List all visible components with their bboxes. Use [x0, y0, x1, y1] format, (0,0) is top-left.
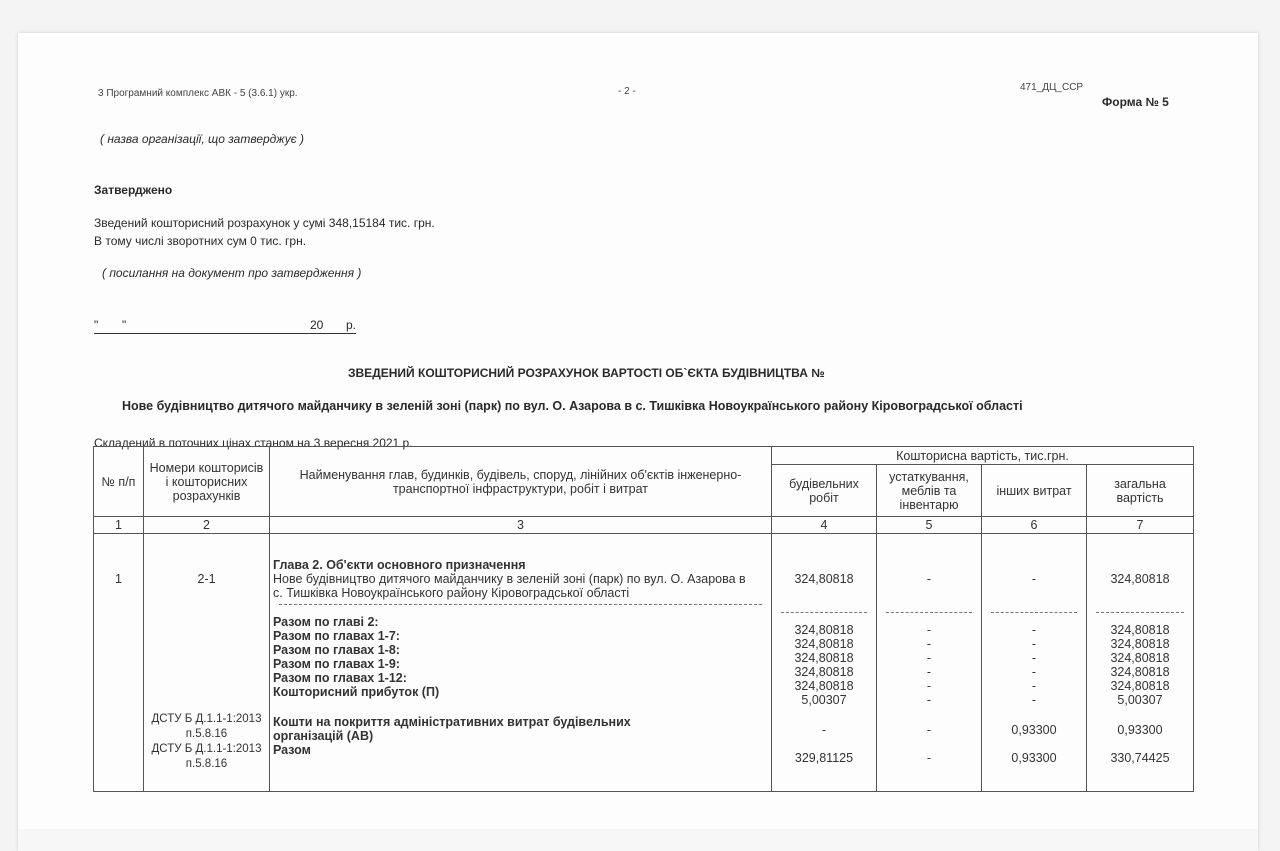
profit-other: - [1031, 693, 1037, 707]
admin-label: Кошти на покриття адміністративних витрат будівельних організацій (АВ) [273, 715, 631, 743]
construction-values [772, 534, 877, 792]
chapter-construction: 324,80818 [794, 572, 854, 586]
chapter-code: 2-1 [197, 572, 216, 586]
approved-sum: Зведений кошторисний розрахунок у сумі 348,15184 тис. грн. [94, 216, 435, 230]
date-quote-open: " [94, 318, 99, 332]
other-values [982, 534, 1087, 792]
separator [1096, 612, 1184, 613]
total-label-3: Разом по главах 1-8: [273, 643, 400, 657]
total-equipment-4: - [926, 665, 932, 679]
sum-total: 330,74425 [1110, 751, 1170, 765]
total-total-5: 324,80818 [1110, 679, 1170, 693]
total-label-4: Разом по главах 1-9: [273, 657, 400, 671]
document-reference-note: ( посилання на документ про затвердження ) [102, 266, 362, 280]
admin-code: ДСТУ Б Д.1.1-1:2013 п.5.8.16 [151, 743, 262, 770]
header-other: інших витрат [982, 465, 1087, 517]
total-construction-3: 324,80818 [794, 651, 854, 665]
row-number-cell [94, 534, 144, 792]
profit-equipment: - [926, 693, 932, 707]
total-total-1: 324,80818 [1110, 623, 1170, 637]
sum-other: 0,93300 [1011, 751, 1057, 765]
total-other-2: - [1031, 637, 1037, 651]
col-number-7: 7 [1087, 517, 1194, 534]
total-other-3: - [1031, 651, 1037, 665]
document-title: ЗВЕДЕНИЙ КОШТОРИСНИЙ РОЗРАХУНОК ВАРТОСТІ ОБ`ЄКТА БУДІВНИЦТВА № [348, 366, 825, 380]
col-number-5: 5 [877, 517, 982, 534]
chapter-other: - [1031, 572, 1037, 586]
chapter-total: 324,80818 [1110, 572, 1170, 586]
description-cell [270, 534, 772, 792]
date-suffix: р. [346, 318, 357, 332]
total-total-4: 324,80818 [1110, 665, 1170, 679]
header-construction: будівельних робіт [772, 465, 877, 517]
chapter-equipment: - [926, 572, 932, 586]
admin-construction: - [821, 723, 827, 737]
date-year: 20 [310, 318, 324, 332]
separator [279, 604, 762, 605]
total-construction-1: 324,80818 [794, 623, 854, 637]
estimate-table [93, 446, 1194, 792]
sum-equipment: - [926, 751, 932, 765]
profit-label: Кошторисний прибуток (П) [273, 685, 440, 699]
col-number-1: 1 [94, 517, 144, 534]
total-label-1: Разом по главі 2: [273, 615, 379, 629]
admin-other: 0,93300 [1011, 723, 1057, 737]
sum-label: Разом [273, 743, 311, 757]
date-underline [94, 333, 356, 335]
total-construction-2: 324,80818 [794, 637, 854, 651]
document-sheet [18, 33, 1258, 851]
total-values [1087, 534, 1194, 792]
page-number: - 2 - [618, 86, 636, 97]
form-number: Форма № 5 [1102, 95, 1169, 109]
header-cost-group: Кошторисна вартість, тис.грн. [772, 447, 1194, 465]
total-other-1: - [1031, 623, 1037, 637]
object-name: Нове будівництво дитячого майданчику в зеленій зоні (парк) по вул. О. Азарова в с. Тишківка Новоукраїнського району Кіровоградської області [122, 399, 1023, 413]
document-code: 471_ДЦ_ССР [1020, 82, 1084, 93]
total-equipment-3: - [926, 651, 932, 665]
profit-construction: 5,00307 [801, 693, 847, 707]
col-number-6: 6 [982, 517, 1087, 534]
sum-construction: 329,81125 [794, 751, 854, 765]
equipment-values [877, 534, 982, 792]
date-quote-close: " [122, 318, 127, 332]
admin-total: 0,93300 [1117, 723, 1163, 737]
organization-note: ( назва організації, що затверджує ) [100, 132, 304, 146]
total-equipment-1: - [926, 623, 932, 637]
header-num: № п/п [94, 447, 144, 517]
total-total-2: 324,80818 [1110, 637, 1170, 651]
col-number-3: 3 [270, 517, 772, 534]
chapter-title: Глава 2. Об'єкти основного призначення [273, 558, 526, 572]
col-number-4: 4 [772, 517, 877, 534]
total-label-2: Разом по главах 1-7: [273, 629, 400, 643]
separator [991, 612, 1077, 613]
total-label-5: Разом по главах 1-12: [273, 671, 407, 685]
profit-total: 5,00307 [1117, 693, 1163, 707]
program-name: 3 Програмний комплекс АВК - 5 (3.6.1) укр. [98, 88, 298, 99]
prices-note: Складений в поточних цінах станом на 3 вересня 2021 р. [94, 436, 413, 450]
total-other-5: - [1031, 679, 1037, 693]
separator [781, 612, 867, 613]
total-construction-4: 324,80818 [794, 665, 854, 679]
approved-label: Затверджено [94, 183, 173, 197]
header-estimates: Номери кошторисів і кошторисних розрахунків [144, 447, 270, 517]
separator [886, 612, 972, 613]
total-equipment-2: - [926, 637, 932, 651]
row-number: 1 [115, 572, 122, 586]
return-sums: В тому числі зворотних сум 0 тис. грн. [94, 234, 307, 248]
header-total: загальна вартість [1087, 465, 1194, 517]
total-equipment-5: - [926, 679, 932, 693]
header-name: Найменування глав, будинків, будівель, споруд, лінійних об'єктів інженерно-транспортної інфраструктури, робіт і витрат [270, 447, 772, 517]
chapter-description: Нове будівництво дитячого майданчику в зеленій зоні (парк) по вул. О. Азарова в с. Тишківка Новоукраїнського району Кіровоградської області [273, 572, 746, 600]
page-bottom-edge [18, 829, 1258, 851]
total-total-3: 324,80818 [1110, 651, 1170, 665]
estimate-codes-cell [144, 534, 270, 792]
header-equipment: устаткування, меблів та інвентарю [877, 465, 982, 517]
profit-code: ДСТУ Б Д.1.1-1:2013 п.5.8.16 [151, 713, 262, 740]
admin-equipment: - [926, 723, 932, 737]
total-other-4: - [1031, 665, 1037, 679]
col-number-2: 2 [144, 517, 270, 534]
total-construction-5: 324,80818 [794, 679, 854, 693]
